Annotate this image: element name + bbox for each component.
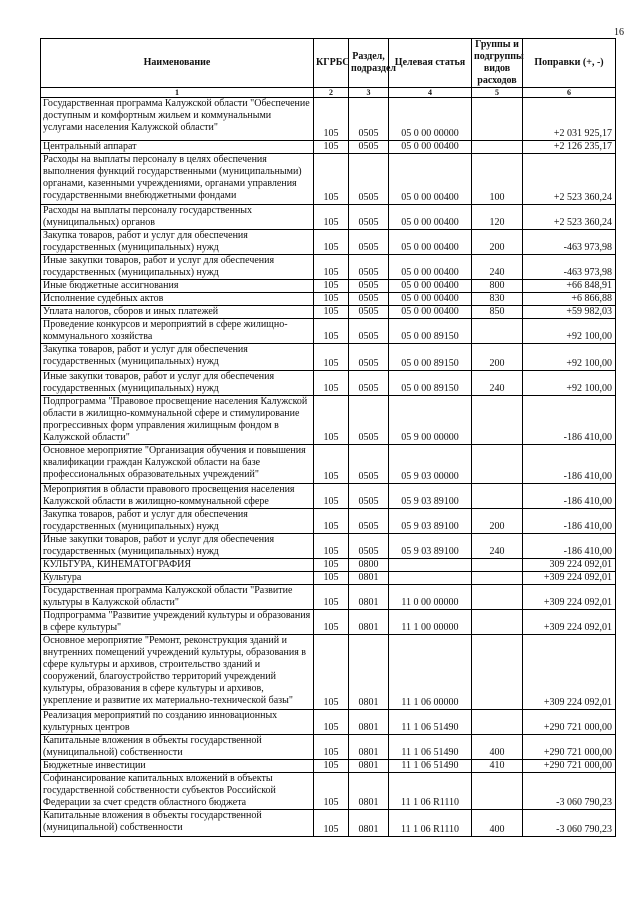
cell-target: 05 9 03 00000 [389,445,472,484]
cell-section: 0801 [349,610,389,635]
table-row [41,344,616,371]
cell-amendment: -186 410,00 [523,484,616,509]
cell-name: Закупка товаров, работ и услуг для обеспечения государственных (муниципальных) нужд [41,344,314,371]
cell-section: 0505 [349,445,389,484]
cell-amendment: +92 100,00 [523,371,616,396]
table-row [41,293,616,306]
cell-section: 0505 [349,344,389,371]
cell-section: 0505 [349,371,389,396]
cell-section: 0801 [349,635,389,710]
cell-name: Центральный аппарат [41,141,314,154]
cell-target: 05 0 00 00400 [389,154,472,205]
cell-group [472,773,523,810]
cell-kgrbs: 105 [314,710,349,735]
table-row [41,255,616,280]
header-section: Раздел, подраздел [349,39,389,88]
cell-target: 05 0 00 00400 [389,205,472,230]
cell-group: 120 [472,205,523,230]
cell-section: 0505 [349,509,389,534]
cell-name: Иные закупки товаров, работ и услуг для обеспечения государственных (муниципальных) нужд [41,371,314,396]
cell-name: Реализация мероприятий по созданию инновационных культурных центров [41,710,314,735]
cell-name: Закупка товаров, работ и услуг для обеспечения государственных (муниципальных) нужд [41,509,314,534]
cell-kgrbs: 105 [314,445,349,484]
cell-group [472,445,523,484]
cell-group: 240 [472,255,523,280]
cell-name: Софинансирование капитальных вложений в объекты государственной собственности субъектов Российской Федерации за счет средств областного бюджета [41,773,314,810]
cell-kgrbs: 105 [314,773,349,810]
table-row [41,205,616,230]
cell-group: 800 [472,280,523,293]
cell-amendment: -186 410,00 [523,445,616,484]
cell-section: 0505 [349,98,389,141]
cell-name: Проведение конкурсов и мероприятий в сфере жилищно-коммунального хозяйства [41,319,314,344]
cell-section: 0505 [349,534,389,559]
table-row [41,141,616,154]
header-row [41,39,616,88]
cell-kgrbs: 105 [314,396,349,445]
cell-amendment: +309 224 092,01 [523,585,616,610]
cell-group [472,610,523,635]
cell-kgrbs: 105 [314,484,349,509]
table-row [41,773,616,810]
cell-kgrbs: 105 [314,810,349,837]
cell-group [472,141,523,154]
column-number: 5 [472,88,523,98]
cell-section: 0505 [349,306,389,319]
budget-table [40,38,616,837]
cell-target: 05 0 00 89150 [389,319,472,344]
cell-target [389,572,472,585]
cell-name: Закупка товаров, работ и услуг для обеспечения государственных (муниципальных) нужд [41,230,314,255]
cell-section: 0505 [349,154,389,205]
cell-kgrbs: 105 [314,319,349,344]
cell-kgrbs: 105 [314,760,349,773]
table-row [41,484,616,509]
cell-amendment: +2 031 925,17 [523,98,616,141]
header-group: Группы и подгруппы видов расходов [472,39,523,88]
column-number: 1 [41,88,314,98]
cell-amendment: -3 060 790,23 [523,810,616,837]
cell-amendment: +2 126 235,17 [523,141,616,154]
cell-amendment: +290 721 000,00 [523,735,616,760]
cell-kgrbs: 105 [314,559,349,572]
cell-name: Расходы на выплаты персоналу государственных (муниципальных) органов [41,205,314,230]
cell-kgrbs: 105 [314,585,349,610]
cell-amendment: +2 523 360,24 [523,154,616,205]
cell-kgrbs: 105 [314,635,349,710]
cell-name: Государственная программа Калужской области "Обеспечение доступным и комфортным жильем и коммунальными услугами населения Калужской области" [41,98,314,141]
cell-amendment: +290 721 000,00 [523,710,616,735]
cell-target: 05 0 00 00000 [389,98,472,141]
column-number: 4 [389,88,472,98]
cell-name: Мероприятия в области правового просвещения населения Калужской области в жилищно-коммунальной сфере [41,484,314,509]
cell-target: 11 1 00 00000 [389,610,472,635]
cell-group: 240 [472,534,523,559]
table-row [41,572,616,585]
cell-amendment: 309 224 092,01 [523,559,616,572]
cell-section: 0801 [349,585,389,610]
cell-amendment: -186 410,00 [523,534,616,559]
cell-kgrbs: 105 [314,371,349,396]
table-row [41,98,616,141]
cell-group: 410 [472,760,523,773]
column-number: 6 [523,88,616,98]
cell-target: 05 9 00 00000 [389,396,472,445]
cell-target: 05 0 00 00400 [389,293,472,306]
table-row [41,306,616,319]
cell-amendment: +66 848,91 [523,280,616,293]
cell-target: 05 0 00 00400 [389,141,472,154]
cell-section: 0505 [349,205,389,230]
cell-name: Расходы на выплаты персоналу в целях обеспечения выполнения функций государственными (муниципальными) органами, казенными учреждениями, органами управления государственными внебюджетными фондами [41,154,314,205]
cell-name: КУЛЬТУРА, КИНЕМАТОГРАФИЯ [41,559,314,572]
cell-section: 0505 [349,141,389,154]
table-row [41,534,616,559]
cell-kgrbs: 105 [314,293,349,306]
cell-kgrbs: 105 [314,735,349,760]
cell-amendment: -186 410,00 [523,396,616,445]
cell-section: 0801 [349,810,389,837]
table-row [41,154,616,205]
cell-kgrbs: 105 [314,98,349,141]
table-row [41,319,616,344]
cell-amendment: -3 060 790,23 [523,773,616,810]
table-row [41,610,616,635]
cell-section: 0505 [349,280,389,293]
cell-group [472,98,523,141]
table-row [41,559,616,572]
cell-kgrbs: 105 [314,306,349,319]
cell-target: 05 9 03 89100 [389,484,472,509]
cell-section: 0800 [349,559,389,572]
cell-name: Капитальные вложения в объекты государственной (муниципальной) собственности [41,735,314,760]
cell-section: 0801 [349,572,389,585]
cell-group [472,559,523,572]
cell-group: 850 [472,306,523,319]
header-amendment: Поправки (+, -) [523,39,616,88]
cell-kgrbs: 105 [314,534,349,559]
column-number-row [41,88,616,98]
cell-amendment: -463 973,98 [523,230,616,255]
cell-name: Основное мероприятие "Организация обучения и повышения квалификации граждан Калужской области на базе профессиональных образовательных учреждений" [41,445,314,484]
table-body [41,98,616,837]
cell-section: 0801 [349,773,389,810]
header-kgrbs: КГРБС [314,39,349,88]
cell-amendment: -463 973,98 [523,255,616,280]
cell-group: 240 [472,371,523,396]
cell-name: Исполнение судебных актов [41,293,314,306]
table-row [41,509,616,534]
cell-kgrbs: 105 [314,572,349,585]
cell-name: Культура [41,572,314,585]
cell-kgrbs: 105 [314,509,349,534]
cell-target: 11 1 06 51490 [389,735,472,760]
cell-target: 05 0 00 00400 [389,306,472,319]
cell-kgrbs: 105 [314,141,349,154]
cell-name: Иные бюджетные ассигнования [41,280,314,293]
cell-name: Бюджетные инвестиции [41,760,314,773]
cell-target: 11 1 06 51490 [389,760,472,773]
header-name: Наименование [41,39,314,88]
cell-group: 200 [472,344,523,371]
cell-name: Уплата налогов, сборов и иных платежей [41,306,314,319]
cell-target: 11 0 00 00000 [389,585,472,610]
cell-kgrbs: 105 [314,255,349,280]
cell-kgrbs: 105 [314,154,349,205]
cell-group [472,572,523,585]
cell-section: 0801 [349,735,389,760]
cell-group: 400 [472,810,523,837]
table-row [41,396,616,445]
cell-group: 830 [472,293,523,306]
cell-name: Иные закупки товаров, работ и услуг для обеспечения государственных (муниципальных) нужд [41,534,314,559]
cell-target: 05 0 00 00400 [389,280,472,293]
cell-section: 0505 [349,396,389,445]
cell-name: Основное мероприятие "Ремонт, реконструкция зданий и внутренних помещений учреждений культуры, образования в сфере культуры и архивов, строительство зданий и сооружений, благоустройство территорий учреждений культуры, образования в сфере культуры и архивов, укрепление и развитие их материально-технической базы" [41,635,314,710]
cell-group [472,396,523,445]
cell-group [472,319,523,344]
cell-amendment: +92 100,00 [523,319,616,344]
cell-target [389,559,472,572]
page-number: 16 [614,27,624,38]
cell-target: 11 1 06 R1110 [389,773,472,810]
cell-group [472,484,523,509]
column-number: 3 [349,88,389,98]
cell-target: 05 0 00 89150 [389,344,472,371]
cell-kgrbs: 105 [314,610,349,635]
cell-target: 11 1 06 00000 [389,635,472,710]
cell-amendment: +309 224 092,01 [523,610,616,635]
cell-name: Подпрограмма "Развитие учреждений культуры и образования в сфере культуры" [41,610,314,635]
table-row [41,230,616,255]
cell-section: 0505 [349,255,389,280]
cell-amendment: +290 721 000,00 [523,760,616,773]
cell-section: 0505 [349,319,389,344]
header-target: Целевая статья [389,39,472,88]
cell-name: Подпрограмма "Правовое просвещение населения Калужской области в жилищно-коммунальной сфере и стимулирование прогрессивных форм управления жилищным фондом в Калужской области" [41,396,314,445]
cell-amendment: +309 224 092,01 [523,572,616,585]
cell-group: 200 [472,509,523,534]
cell-amendment: -186 410,00 [523,509,616,534]
cell-target: 05 9 03 89100 [389,534,472,559]
table-row [41,280,616,293]
cell-target: 05 0 00 89150 [389,371,472,396]
cell-group [472,710,523,735]
cell-kgrbs: 105 [314,344,349,371]
cell-amendment: +6 866,88 [523,293,616,306]
table-row [41,810,616,837]
cell-section: 0801 [349,760,389,773]
cell-amendment: +92 100,00 [523,344,616,371]
table-row [41,445,616,484]
table-row [41,710,616,735]
cell-group: 100 [472,154,523,205]
cell-section: 0505 [349,230,389,255]
cell-target: 11 1 06 R1110 [389,810,472,837]
cell-target: 05 0 00 00400 [389,230,472,255]
cell-name: Капитальные вложения в объекты государственной (муниципальной) собственности [41,810,314,837]
column-number: 2 [314,88,349,98]
table-row [41,585,616,610]
cell-amendment: +309 224 092,01 [523,635,616,710]
cell-kgrbs: 105 [314,280,349,293]
table-row [41,760,616,773]
cell-group: 200 [472,230,523,255]
cell-group [472,585,523,610]
cell-amendment: +2 523 360,24 [523,205,616,230]
cell-target: 05 9 03 89100 [389,509,472,534]
cell-section: 0505 [349,484,389,509]
cell-kgrbs: 105 [314,230,349,255]
cell-amendment: +59 982,03 [523,306,616,319]
cell-section: 0505 [349,293,389,306]
cell-section: 0801 [349,710,389,735]
cell-group [472,635,523,710]
cell-target: 11 1 06 51490 [389,710,472,735]
table-row [41,635,616,710]
table-row [41,735,616,760]
cell-name: Государственная программа Калужской области "Развитие культуры в Калужской области" [41,585,314,610]
cell-group: 400 [472,735,523,760]
cell-target: 05 0 00 00400 [389,255,472,280]
table-row [41,371,616,396]
cell-kgrbs: 105 [314,205,349,230]
cell-name: Иные закупки товаров, работ и услуг для обеспечения государственных (муниципальных) нужд [41,255,314,280]
